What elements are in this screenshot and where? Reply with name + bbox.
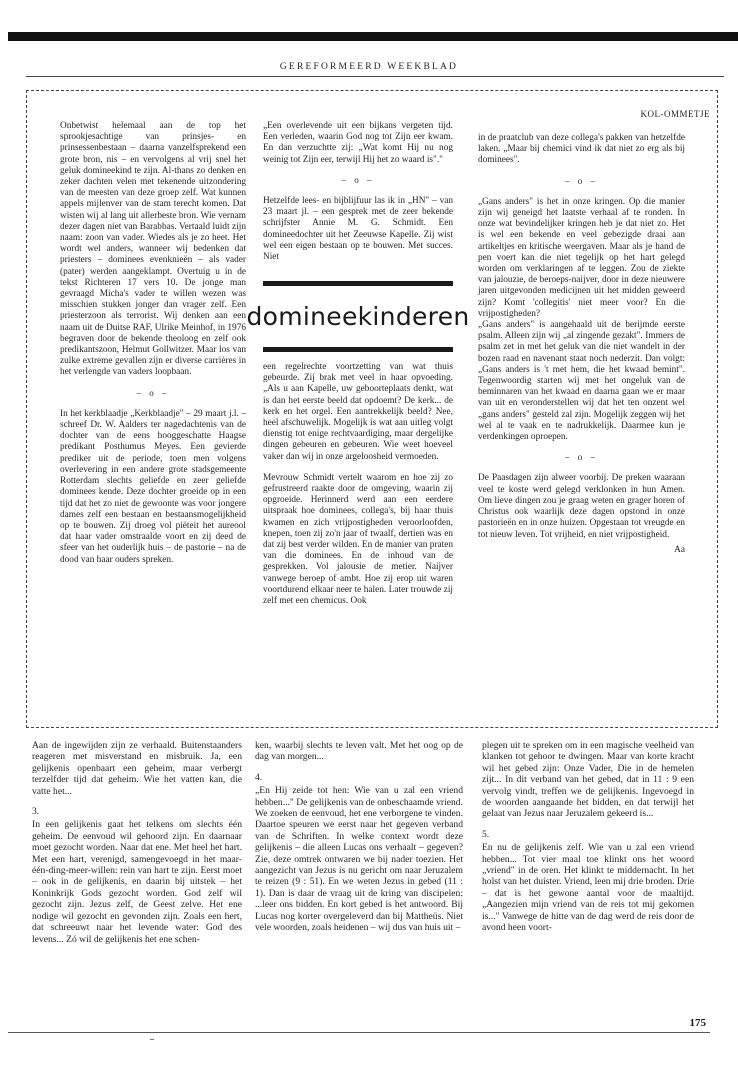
article-title: domineekinderen: [246, 302, 470, 331]
lower-paragraph: ken, waarbij slechts te leven valt. Met het oog op de dag van morgen...: [255, 740, 463, 763]
article-title-banner: [246, 281, 470, 352]
column-label: KOL-OMMETJE: [640, 109, 710, 119]
article-paragraph: De Paasdagen zijn alweer voorbij. De preken waaraan veel te koste werd gelegd verklonken in hun Amen. Om lieve dingen zou je graag weten en grager horen of Christus ook waarlijk deze dagen opstond in onze pastorieën en in onze huizen. Opgestaan tot vreugde en tot nieuw leven. Tot vrijheid, en niet vrijpostigheid.: [478, 473, 685, 540]
article-paragraph: Hetzelfde lees- en bijblijfuur las ik in „HN" – van 23 maart jl. – een gesprek met de zeer bekende schrijfster Annie M. G. Schmidt. Een domineedochter uit het Zeeuwse Kapelle. Zij wist wel een eigen bestaan op te bouwen. Met succes. Niet: [263, 196, 453, 263]
section-number: 3.: [32, 806, 40, 818]
section-number: 4.: [255, 771, 263, 783]
article-column-2-bottom: [263, 362, 453, 607]
article-paragraph: in de praatclub van deze collega's pakken van hetzelfde laken. „Maar bij chemici vind ik dat niet zo erg als bij dominees".: [478, 133, 685, 166]
separator: – o –: [565, 452, 598, 463]
lower-paragraph: „En Hij zeide tot hen: Wie van u zal een vriend hebben..." De gelijkenis van de onbeschaamde vriend. We zoeken de eenvoud, het ene verborgene te vinden. Daartoe speuren we eerst naar het gegeven verband van de Schriften. In welke context wordt deze gelijkenis – die alleen Lucas ons verhaalt – gegeven? Zie, deze omtrek ontwaren we bij nader toezien. Het aangezicht van Jezus is nu gericht om naar Jeruzalem te reizen (9 : 51). En we weten Jezus in gebed (11 : 1). Dan is daar de vraag uit de kring van discipelen: ...leer ons bidden. En kort gebed is het antwoord. Bij Lucas nog korter overgeleverd dan bij Mattheüs. Niet vele woorden, zoals heidenen – wij dus van huis uit –: [255, 785, 463, 934]
lower-column-2: [255, 740, 463, 934]
article-paragraph: „Een overlevende uit een bijkans vergeten tijd. Een verleden, waarin God nog tot Zijn eer kwam. En dan verzuchtte zij: „Wat komt Hij nu nog weinig tot Zijn eer, terwijl Hij het zo waard is".": [263, 121, 453, 165]
article-paragraph: Mevrouw Schmidt vertelt waarom en hoe zij zo gefrustreerd raakte door de omgeving, waarin zij opgroeide. Herinnerd werd aan een eerdere uitspraak hoe dominees, collega's, bij haar thuis kwamen en zich vrijpostigheden veroorloofden, knepen, toen zij zo'n jaar of twaalf, dertien was en dat zij best verder wilden. En de manier van praten van die dominees. En de inhoud van de gesprekken. Vol jalousie de metier. Naijver vanwege beroep of ambt. Hoe zij erop uit waren voortdurend elkaar neer te halen. Later trouwde zij zelf met een chemicus. Ook: [263, 472, 453, 607]
magazine-title: GEREFORMEERD WEEKBLAD: [279, 62, 459, 72]
author-signature: Aa: [674, 544, 685, 555]
footer-rule: [8, 1032, 710, 1033]
lower-paragraph: plegen uit te spreken om in een magische veelheid van klanken tot gehoor te dwingen. Maar van korte kracht wil het gebed zijn: Onze Vader, Die in de hemelen zijt... In dit verband van het gebed, dat in 11 : 9 een vervolg vindt, treffen we de gelijkenis. Ingevoegd in de woorden aangaande het bidden, en dat terwijl het gelaat van Jezus naar Jeruzalem gekeerd is...: [482, 740, 694, 820]
article-paragraph: In het kerkblaadje „Kerkblaadje" – 29 maart j.l. – schreef Dr. W. Aalders ter nagedachtenis van de dochter van de eens hooggeschatte Haagse predikant Posthumus Meyes. Een gevierde prediker uit de periode, toen men volgens overlevering in een andere grote stadsgemeente Rotterdam slechts geliefde en zeer geliefde dominees kende. Deze dochter groeide op in een tijd dat het zo niet de gewoonte was voor jongere dames zelf een bestaan en bestaansmogelijkheid op te bouwen. Zij droeg vol piëteit het aureool dat haar vader omstraalde voort en zij deed de sfeer van het ouderlijk huis – de pastorie – na de dood van haar ouders spreken.: [60, 408, 246, 565]
article-paragraph: een regelrechte voortzetting van wat thuis gebeurde. Zij brak met veel in haar opvoeding. „Als u aan Kapelle, uw geboorteplaats denkt, wat is dan het eerste beeld dat opdoemt? De kerk... de kerk en het orgel. Een aantrekkelijk beeld? Nee, heel afschuwelijk. Mogelijk is wat aan uitleg volgt dienstig tot enige rechtvaardiging, maar dergelijke dingen gebeuren en gebeuren. Wie weet hoeveel vaker dan wij in onze argeloosheid vermoeden.: [263, 362, 453, 462]
lower-column-1: [32, 740, 242, 945]
separator: – o –: [341, 174, 375, 185]
article-paragraph: „Gans anders" is aangehaald uit de berijmde eerste psalm. Alleen zijn wij „al zingende gezakt". Immers de psalm zet in met het geluk van die niet wandelt in der bozen raad en navenant staat noch nederzit. Dan volgt: „Gans anders is 't met hem, die het kwaad bemint". Tegenwoordig starten wij met het ongeluk van de beminnaren van het kwaad en daarna gaan we er maar van uit en veronderstellen wij dat het ten onzent wel „gans anders" gesteld zal zijn. Mogelijk zeggen wij het wel al te vaak en te nadrukkelijk. Daarmee kun je verdenkingen oproepen.: [478, 320, 685, 443]
header-rule: [26, 76, 724, 77]
footer-mark: [150, 1039, 154, 1040]
section-number: 5.: [482, 828, 490, 840]
lower-paragraph: En nu de gelijkenis zelf. Wie van u zal een vriend hebben... Tot vier maal toe klinkt ons het woord „vriend" in de oren. Het klinkt te middernacht. In het holst van het duister. Vriend, leen mij drie broden. Drie – dat is het gewone aantal voor de maaltijd. „Aangezien mijn vriend van de reis tot mij gekomen is..." Vanwege de hitte van de dag werd de reis door de avond heen voort-: [482, 842, 694, 934]
separator: – o –: [136, 387, 170, 398]
article-column-3: [478, 133, 685, 556]
lower-paragraph: In een gelijkenis gaat het telkens om slechts één geheim. De eenvoud wil gehoord zijn. En daarnaar moet gezocht worden. Naar dat ene. Met heel het hart. Met een hart, verenigd, samengevoegd in het maar-één-ding-meer-willen: rein van hart te zijn. Eerst moet – ook in de gelijkenis, en daarin bij uitstek – het Koninkrijk Gods gezocht worden. God zelf wil gezocht zijn. Jezus zelf, de Geest zelve. Het ene nodige wil gezocht en gevonden zijn. Zoals een hert, dat schreeuwt naar het levende water: God des levens... Zó wil de gelijkenis het ene schen-: [32, 819, 242, 945]
article-paragraph: Onbetwist helemaal aan de top het sprookjesachtige van prinsjes- en prinsessenbestaan – daarna vanzelfsprekend een grote bron, nis – en vervolgens al vrij snel het geluk domineekind te zijn. Al-thans zo denken en zeker dachten velen met tekenende uitzondering van de meesten van deze groep zelf. Wat kunnen appels mijlenver van de stam terecht komen. Dat wisten wij al lang uit allerbeste bron. Wie vernam dezer dagen niet van Barabbas. Vertaald luidt zijn naam: zoon van vader. Wiedes als je zo heet. Het wordt wel anders, wanneer wij bedenken dat priesters – dominees evenknieën – als vader (pater) werden aangeklampt. Overtuig u in de tekst Richteren 17 vers 10. De jonge man gevraagd Micha's vader te willen wezen was misschien stukken jonger dan vrager zelf. Een priesterzoon als terrorist. Wij denken aan een naam uit de Duitse RAF, Ulrike Meinhof, in 1976 begraven door de bekende theoloog en zelf ook predikantszoon, Helmut Gollwitzer. Maar los van zulke extreme gevallen zijn er diverse carrières in het verlengde van vaders loopbaan.: [60, 121, 246, 378]
top-black-bar: [8, 32, 738, 41]
lower-paragraph: Aan de ingewijden zijn ze verhaald. Buitenstaanders reageren met misverstand en misbruik. Ja, een gelijkenis openbaart een geheim, maar verbergt terzelfder tijd dat geheim. Wie het vatten kan, die vatte het...: [32, 740, 242, 797]
article-column-1: [60, 121, 246, 566]
article-column-2-top: [263, 121, 453, 263]
lower-column-3: [482, 740, 694, 934]
separator: – o –: [565, 175, 598, 186]
article-paragraph: „Gans anders" is het in onze kringen. Op die manier zijn wij geneigd het laatste verhaal af te ronden. In onze wat bevindelijker kringen heb je dat niet zo. Het is wel een bekende en veel gebezigde draai aan artikeltjes en kritische weergaven. Maar als je hand de pen voert kan die niet tegelijk op het hart gelegd worden om verklaringen af te leggen. Zou de ziekte van jalouzie, de beroeps-naijver, door in deze nieuwere jaren uitgevonden medicijnen uit het midden geweerd zijn? Komt 'collegitis' niet meer voor? En die vrijpostigheden?: [478, 196, 685, 319]
page-number: 175: [689, 1017, 706, 1029]
